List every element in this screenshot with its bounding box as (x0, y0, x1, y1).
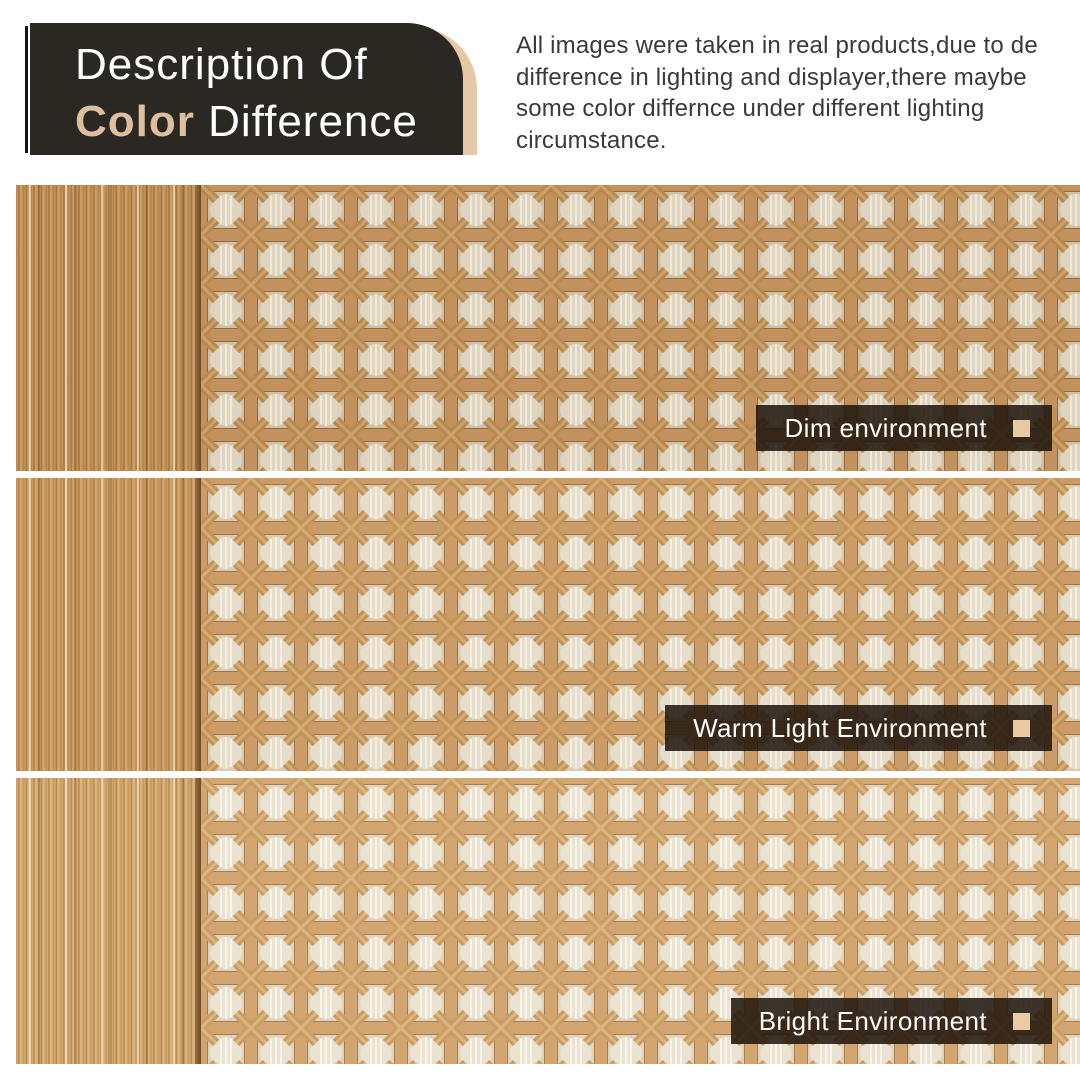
color-swatch (1013, 1013, 1030, 1030)
page-title-accent: Color (75, 97, 195, 146)
color-swatch (1013, 720, 1030, 737)
environment-label: Warm Light Environment (693, 712, 987, 743)
photo-band-bright (16, 778, 1080, 1064)
page-title-line1: Description Of (75, 40, 368, 89)
header (0, 0, 1080, 185)
wood-frame-photo (16, 478, 195, 771)
color-swatch (1013, 420, 1030, 437)
description-text: All images were taken in real products,due to de difference in lighting and displayer,there maybe some color differnce under different lighting circumstance. (516, 32, 1038, 154)
title-panel (30, 23, 463, 155)
environment-label-bar (665, 705, 1052, 751)
wood-frame-photo (16, 778, 195, 1064)
environment-label: Bright Environment (758, 1005, 987, 1036)
photo-band-dim (16, 185, 1080, 471)
environment-label: Dim environment (784, 412, 987, 443)
wood-frame-photo (16, 185, 195, 471)
environment-label-bar (756, 405, 1052, 451)
page-title (30, 23, 463, 150)
photo-band-warm-light (16, 478, 1080, 771)
page-title-rest: Difference (208, 97, 418, 146)
environment-label-bar (731, 998, 1052, 1044)
accent-line (25, 26, 28, 153)
